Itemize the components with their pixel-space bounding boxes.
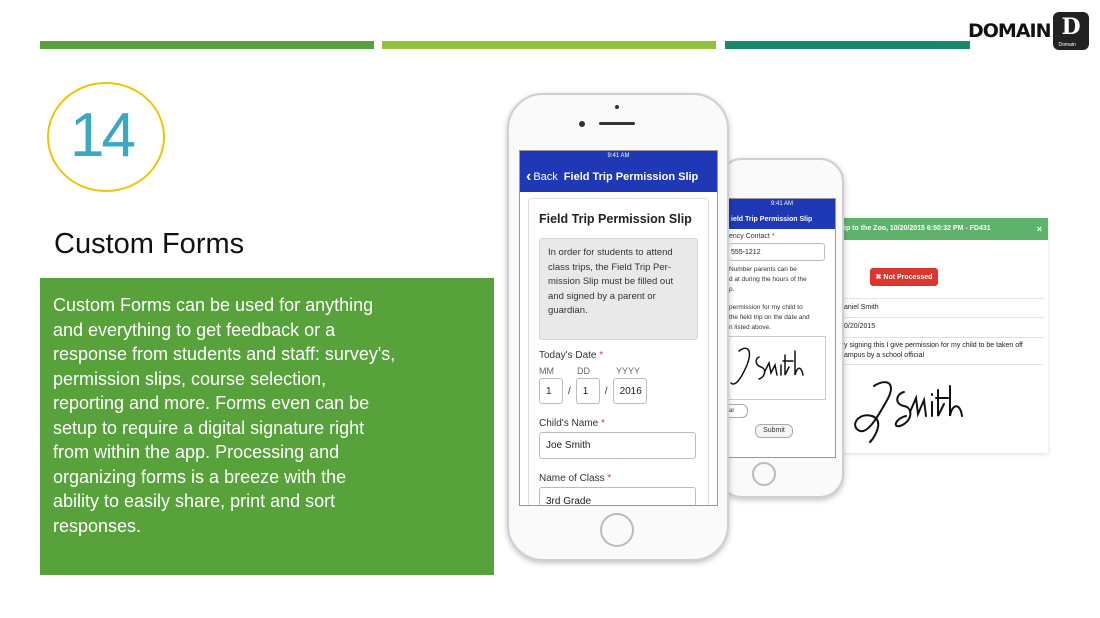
logo-mark-icon bbox=[1053, 12, 1089, 50]
web-row-date: 0/20/2015 bbox=[838, 317, 1044, 335]
info-box: In order for students to attend class trips, the Field Trip Per- mission Slip must be filled out and signed by a parent or guardian. bbox=[539, 238, 698, 340]
slide-title: Custom Forms bbox=[54, 228, 245, 260]
submit-button[interactable]: Submit bbox=[755, 424, 793, 438]
logo-text: DOMAIN bbox=[968, 20, 1051, 42]
description-line: setup to require a digital signature right bbox=[53, 417, 365, 438]
consent-line: y signing this I give permission for my child to be taken off bbox=[844, 342, 1023, 349]
header-bar-3 bbox=[725, 41, 970, 49]
date-sublabels: MM DD YYYY bbox=[539, 366, 641, 376]
date-separator: / bbox=[568, 385, 571, 397]
description-line: permission slips, course selection, bbox=[53, 368, 327, 389]
class-name-input[interactable]: 3rd Grade bbox=[539, 487, 696, 506]
permission-text: permission for my child to the field trip on the date and n listed above. bbox=[729, 304, 810, 331]
nav-bar bbox=[520, 161, 717, 192]
close-icon[interactable]: × bbox=[1036, 224, 1042, 234]
status-bar: 9:41 AM bbox=[520, 151, 717, 161]
domain-logo bbox=[968, 12, 1089, 50]
phone-front bbox=[507, 93, 729, 561]
signature-box[interactable] bbox=[729, 336, 826, 400]
web-row-consent bbox=[838, 337, 1044, 365]
description-panel bbox=[40, 278, 494, 575]
header-bar-2 bbox=[382, 41, 716, 49]
home-button[interactable] bbox=[752, 462, 776, 486]
description-line: responses. bbox=[53, 515, 142, 536]
nav-title: ield Trip Permission Slip bbox=[731, 215, 813, 223]
home-button[interactable] bbox=[600, 513, 634, 547]
form-title: Field Trip Permission Slip bbox=[539, 212, 692, 226]
status-bar: 9:41 AM bbox=[729, 199, 835, 209]
date-label: Today's Date * bbox=[539, 350, 604, 361]
contact-label: ency Contact * bbox=[729, 233, 775, 240]
speaker-icon bbox=[599, 122, 635, 125]
description-line: from within the app. Processing and bbox=[53, 442, 340, 462]
signature-large bbox=[846, 372, 996, 450]
contact-field[interactable]: 555-1212 bbox=[729, 243, 825, 261]
contact-note: Number parents can be d at during the hours of the p. bbox=[729, 266, 807, 293]
date-separator: / bbox=[604, 385, 608, 397]
child-name-label: Child's Name * bbox=[539, 418, 605, 429]
status-badge: ✖ Not Processed bbox=[870, 268, 938, 286]
nav-title: Field Trip Permission Slip bbox=[563, 170, 699, 183]
description-line: and everything to get feedback or a bbox=[53, 319, 336, 340]
back-chevron-icon[interactable]: ‹ bbox=[526, 167, 532, 185]
header-bar-1 bbox=[40, 41, 374, 49]
description-line: ability to easily share, print and sort bbox=[53, 491, 336, 511]
consent-line: ampus by a school official bbox=[844, 352, 925, 359]
form-card bbox=[528, 198, 709, 506]
phone-front-screen bbox=[519, 150, 718, 506]
phone-back-screen bbox=[728, 198, 836, 458]
logo-mark-sub: Domain bbox=[1058, 42, 1076, 48]
description-line: reporting and more. Forms even can be bbox=[53, 393, 370, 413]
web-row-name: aniel Smith bbox=[838, 298, 1044, 316]
child-name-input[interactable]: Joe Smith bbox=[539, 432, 696, 459]
phone-back bbox=[718, 158, 844, 498]
logo-mark-letter: D bbox=[1061, 14, 1081, 40]
web-form-header bbox=[836, 218, 1048, 240]
web-form-header-text: ip to the Zoo, 10/20/2015 6:50:32 PM - FD431 bbox=[844, 225, 991, 232]
date-fields bbox=[539, 378, 698, 404]
nav-bar bbox=[729, 209, 835, 229]
signature-small bbox=[729, 337, 825, 399]
slide-number: 14 bbox=[70, 101, 133, 170]
back-button[interactable]: Back bbox=[533, 170, 558, 183]
month-input[interactable]: 1 bbox=[539, 378, 563, 404]
day-input[interactable]: 1 bbox=[576, 378, 600, 404]
class-name-label: Name of Class * bbox=[539, 473, 612, 484]
clear-button[interactable]: ar bbox=[729, 404, 748, 418]
sensor-icon bbox=[615, 105, 619, 109]
description-line: organizing forms is a breeze with the bbox=[53, 466, 347, 487]
camera-icon bbox=[579, 121, 585, 127]
description-line: Custom Forms can be used for anything bbox=[53, 295, 374, 315]
year-input[interactable]: 2016 bbox=[613, 378, 647, 404]
description-line: response from students and staff: survey's, bbox=[53, 344, 396, 364]
